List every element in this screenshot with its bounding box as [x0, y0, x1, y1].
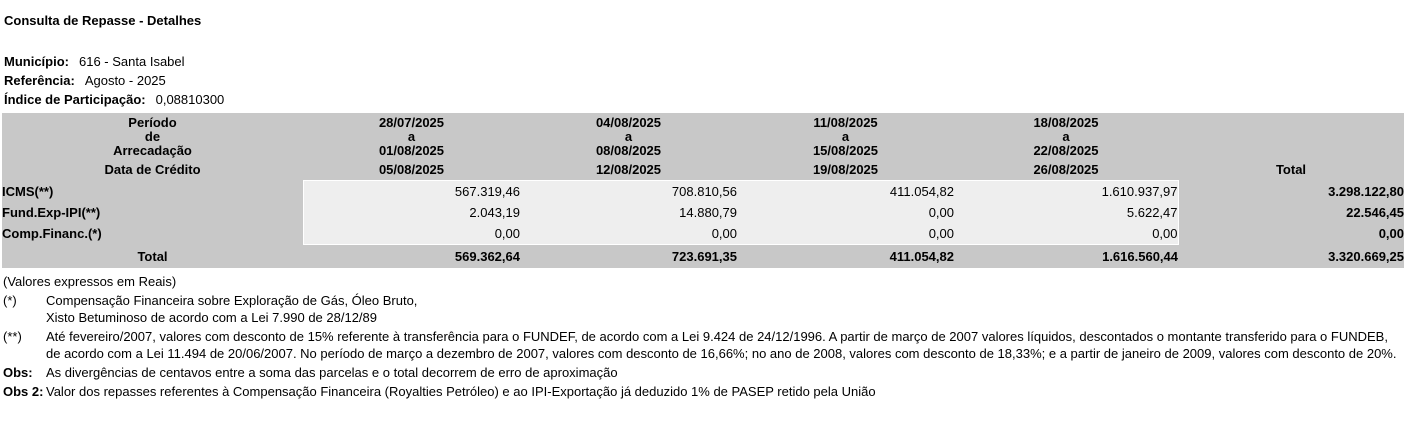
row-label: Fund.Exp-IPI(**) [2, 205, 101, 220]
value-cell: 0,00 [737, 202, 954, 223]
notes-block [3, 273, 1406, 400]
credit-date-3: 19/08/2025 [812, 161, 879, 177]
value-cell: 1.610.937,97 [954, 181, 1178, 203]
period-1-end: 01/08/2025 [378, 143, 445, 158]
star-note [3, 292, 1406, 326]
info-block [4, 52, 1406, 109]
period-2-start: 04/08/2025 [595, 115, 662, 130]
star-note-label: (*) [3, 293, 17, 308]
period-3-end: 15/08/2025 [812, 143, 879, 158]
referencia-line [4, 71, 1406, 90]
table-row [2, 202, 1404, 223]
total-column-header: Total [1275, 161, 1307, 177]
period-2-separator: a [624, 129, 633, 144]
period-column-2 [520, 113, 737, 158]
period-column-3 [737, 113, 954, 158]
municipio-value: 616 - Santa Isabel [79, 54, 185, 69]
referencia-value: Agosto - 2025 [84, 73, 166, 88]
table-total-row [2, 245, 1404, 269]
indice-participacao-line [4, 90, 1406, 109]
obs2-text: Valor dos repasses referentes à Compensação Financeira (Royalties Petróleo) e ao IPI-Exportação já deduzido 1% de PASEP retido pela União [46, 384, 876, 399]
period-3-start: 11/08/2025 [813, 115, 878, 130]
value-cell: 2.043,19 [303, 202, 520, 223]
total-value-cell: 411.054,82 [889, 249, 954, 264]
period-3-separator: a [841, 129, 850, 144]
star-note-line2: Xisto Betuminoso de acordo com a Lei 7.990 de 28/12/89 [46, 310, 377, 325]
value-cell: 567.319,46 [303, 181, 520, 203]
period-4-start: 18/08/2025 [1033, 115, 1099, 130]
row-label: ICMS(**) [2, 183, 54, 199]
period-2-end: 08/08/2025 [595, 143, 662, 158]
total-row-label: Total [137, 248, 168, 264]
period-header-line2: de [144, 129, 161, 144]
credit-date-1: 05/08/2025 [378, 161, 445, 177]
credit-date-2: 12/08/2025 [595, 161, 662, 177]
value-cell: 0,00 [954, 223, 1178, 245]
referencia-label: Referência: [4, 73, 75, 88]
period-1-separator: a [407, 129, 416, 144]
municipio-label: Município: [4, 54, 69, 69]
value-cell: 0,00 [520, 223, 737, 245]
value-cell: 14.880,79 [520, 202, 737, 223]
value-cell: 0,00 [737, 223, 954, 245]
row-total-cell: 3.298.122,80 [1328, 183, 1404, 199]
doublestar-note [3, 328, 1406, 362]
period-1-start: 28/07/2025 [378, 115, 445, 130]
table-row [2, 181, 1404, 203]
total-value-cell: 1.616.560,44 [1102, 249, 1178, 264]
credit-date-4: 26/08/2025 [1033, 161, 1099, 177]
period-header-line3: Arrecadação [113, 143, 192, 158]
star-note-line1: Compensação Financeira sobre Exploração de Gás, Óleo Bruto, [46, 293, 418, 308]
obs2-label: Obs 2: [3, 384, 44, 399]
value-cell: 5.622,47 [954, 202, 1178, 223]
total-value-cell: 569.362,64 [454, 249, 520, 264]
grand-total-cell: 3.320.669,25 [1328, 248, 1404, 264]
period-column-1 [303, 113, 520, 158]
table-body [2, 181, 1404, 269]
obs-text: As divergências de centavos entre a soma das parcelas e o total decorrem de erro de aproximação [46, 365, 618, 380]
row-total-cell: 0,00 [1378, 226, 1404, 242]
value-cell: 411.054,82 [737, 181, 954, 203]
period-header-cell [2, 113, 303, 158]
currency-note: (Valores expressos em Reais) [3, 274, 177, 289]
doublestar-note-text: Até fevereiro/2007, valores com desconto de 15% referente à transferência para o FUNDEF, de acordo com a Lei 9.424 de 24/12/1996. A partir de março de 2007 valores líquidos, descontados o montante transferido para o FUNDEB, de acordo com a Lei 11.494 de 20/06/2007. No período de março a dezembro de 2007, valores com desconto de 16,66%; no ano de 2008, valores com desconto de 18,33%; e a partir de janeiro de 2009, valores com desconto de 20%. [46, 329, 1397, 361]
indice-participacao-label: Índice de Participação: [4, 92, 146, 107]
municipio-line [4, 52, 1406, 71]
value-cell: 708.810,56 [520, 181, 737, 203]
empty-header-cell [1178, 113, 1404, 158]
credit-date-row [2, 158, 1404, 181]
total-value-cell: 723.691,35 [671, 249, 737, 264]
doublestar-note-label: (**) [3, 329, 22, 344]
obs-label: Obs: [3, 365, 33, 380]
period-header-row [2, 113, 1404, 158]
credit-date-label: Data de Crédito [104, 161, 201, 177]
obs-note [3, 364, 1406, 381]
period-4-end: 22/08/2025 [1033, 143, 1099, 158]
indice-participacao-value: 0,08810300 [155, 92, 225, 107]
repasse-table [2, 113, 1404, 268]
period-4-separator: a [1062, 129, 1070, 144]
period-header-line1: Período [128, 115, 177, 130]
star-note-text [46, 292, 1406, 326]
value-cell: 0,00 [303, 223, 520, 245]
period-column-4 [954, 113, 1178, 158]
obs2-note [3, 383, 1406, 400]
table-row [2, 223, 1404, 245]
row-total-cell: 22.546,45 [1346, 205, 1404, 220]
row-label: Comp.Financ.(*) [2, 226, 102, 242]
page-title: Consulta de Repasse - Detalhes [4, 13, 202, 28]
